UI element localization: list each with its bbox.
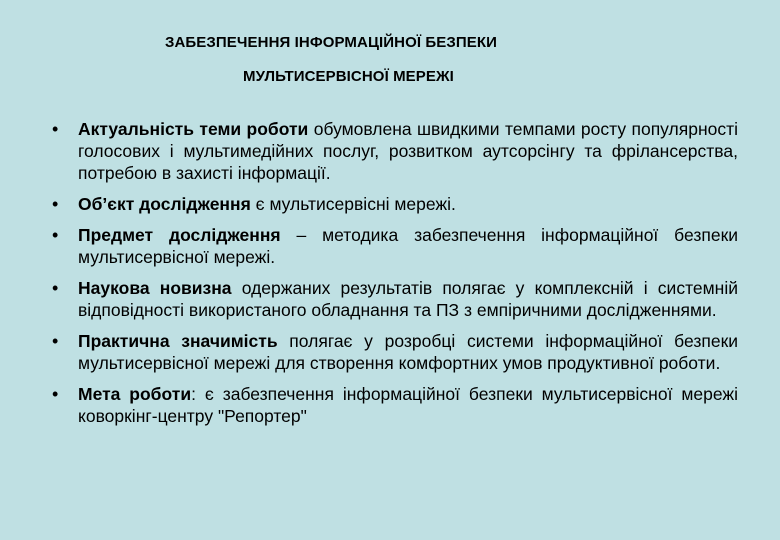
bullet-term: Об’єкт дослідження bbox=[78, 194, 251, 214]
bullet-item-relevance bbox=[48, 118, 738, 184]
bullet-icon: • bbox=[52, 194, 59, 214]
bullet-item-object bbox=[48, 193, 738, 215]
slide-title-line-1: ЗАБЕЗПЕЧЕННЯ ІНФОРМАЦІЙНОЇ БЕЗПЕКИ bbox=[165, 34, 497, 51]
bullet-text: одержаних результатів полягає у комплексній і системній відповідності використаного обладнання та ПЗ з емпіричними дослідженнями. bbox=[78, 278, 738, 320]
bullet-term: Предмет дослідження bbox=[78, 225, 281, 245]
bullet-text: полягає у розробці системи інформаційної безпеки мультисервісної мережі для створення комфортних умов продуктивної роботи. bbox=[78, 331, 739, 373]
bullet-list bbox=[48, 118, 738, 436]
bullet-item-subject bbox=[48, 224, 738, 268]
bullet-text: – методика забезпечення інформаційної безпеки мультисервісної мережі. bbox=[78, 225, 738, 267]
bullet-text: є мультисервісні мережі. bbox=[250, 194, 456, 214]
bullet-icon: • bbox=[52, 225, 59, 245]
slide-title-line-2: МУЛЬТИСЕРВІСНОЇ МЕРЕЖІ bbox=[243, 68, 454, 85]
bullet-text: обумовлена швидкими темпами росту популярності голосових і мультимедійних послуг, розвитком аутсорсінгу та фрілансерства, потребою в захисті інформації. bbox=[78, 119, 739, 183]
bullet-term: Практична значимість bbox=[78, 331, 278, 351]
bullet-icon: • bbox=[52, 278, 59, 298]
bullet-term: Наукова новизна bbox=[78, 278, 232, 298]
bullet-term: Мета роботи bbox=[78, 384, 192, 404]
bullet-icon: • bbox=[52, 119, 59, 139]
bullet-term: Актуальність теми роботи bbox=[78, 119, 309, 139]
bullet-icon: • bbox=[52, 384, 59, 404]
bullet-item-goal bbox=[48, 383, 738, 427]
bullet-text: : є забезпечення інформаційної безпеки мультисервісної мережі коворкінг-центру "Репортер" bbox=[78, 384, 738, 426]
bullet-item-novelty bbox=[48, 277, 738, 321]
bullet-icon: • bbox=[52, 331, 59, 351]
bullet-item-practical bbox=[48, 330, 738, 374]
